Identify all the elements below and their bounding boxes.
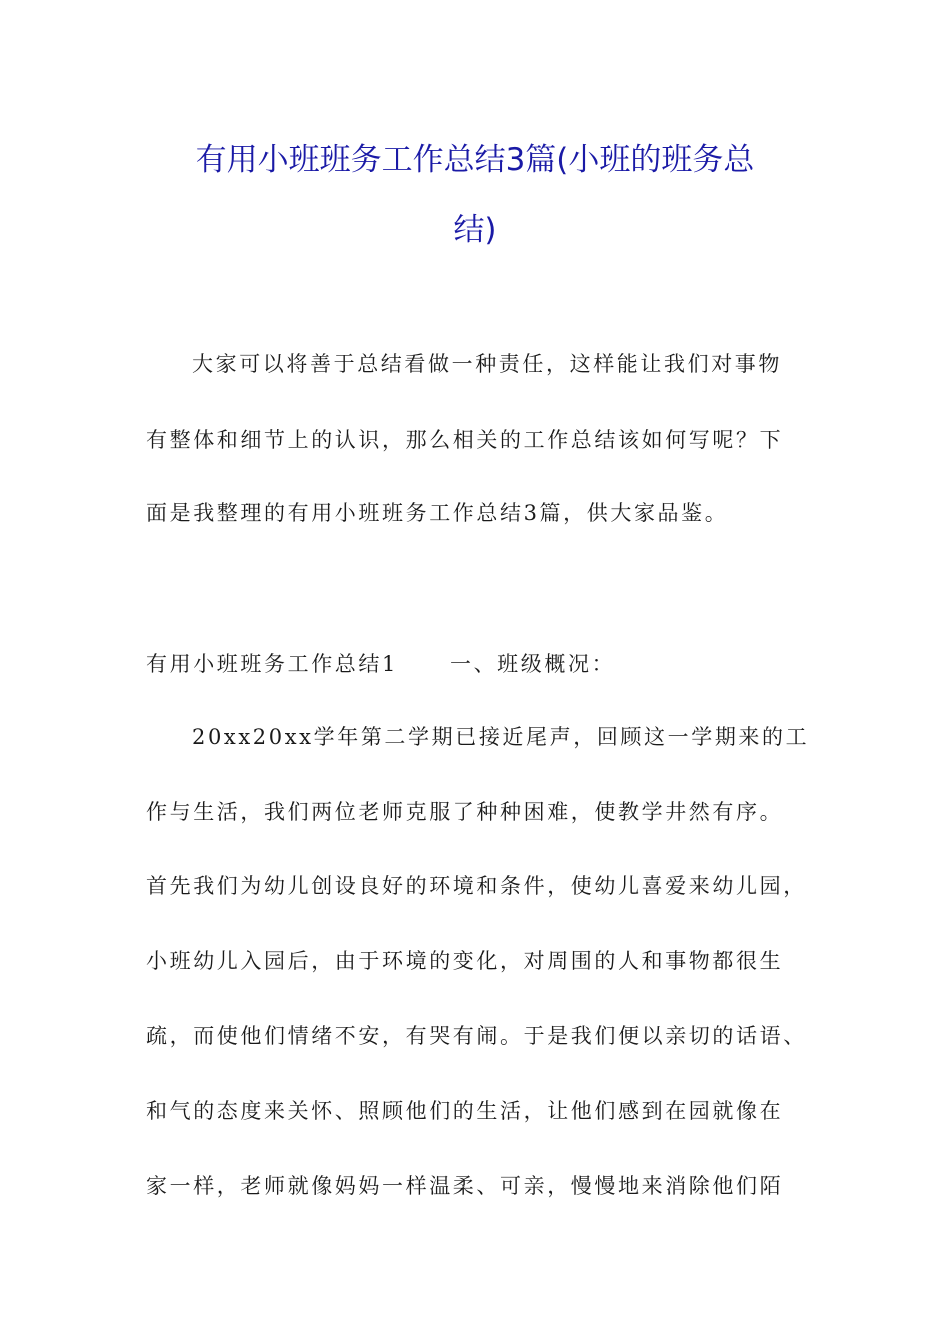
document-title-line-2: 结) [453, 212, 497, 248]
body-line-5: 疏，而使他们情绪不安，有哭有闹。于是我们便以亲切的话语、 [146, 1024, 807, 1048]
body-line-1: 20xx20xx学年第二学期已接近尾声，回顾这一学期来的工 [192, 725, 810, 749]
body-line-2: 作与生活，我们两位老师克服了种种困难，使教学井然有序。 [146, 800, 784, 824]
intro-line-3: 面是我整理的有用小班班务工作总结3篇，供大家品鉴。 [146, 501, 729, 525]
body-line-3: 首先我们为幼儿创设良好的环境和条件，使幼儿喜爱来幼儿园， [146, 874, 807, 898]
body-line-4: 小班幼儿入园后，由于环境的变化，对周围的人和事物都很生 [146, 949, 784, 973]
body-line-6: 和气的态度来关怀、照顾他们的生活，让他们感到在园就像在 [146, 1099, 784, 1123]
body-line-7: 家一样，老师就像妈妈一样温柔、可亲，慢慢地来消除他们陌 [146, 1174, 784, 1198]
intro-line-1: 大家可以将善于总结看做一种责任，这样能让我们对事物 [192, 352, 782, 376]
document-title-line-1: 有用小班班务工作总结3篇(小班的班务总 [195, 142, 755, 178]
section-heading-row [146, 648, 615, 678]
intro-line-2: 有整体和细节上的认识，那么相关的工作总结该如何写呢？下 [146, 428, 784, 452]
section-heading: 有用小班班务工作总结1 [146, 652, 398, 676]
section-subheading: 一、班级概况： [449, 652, 616, 676]
